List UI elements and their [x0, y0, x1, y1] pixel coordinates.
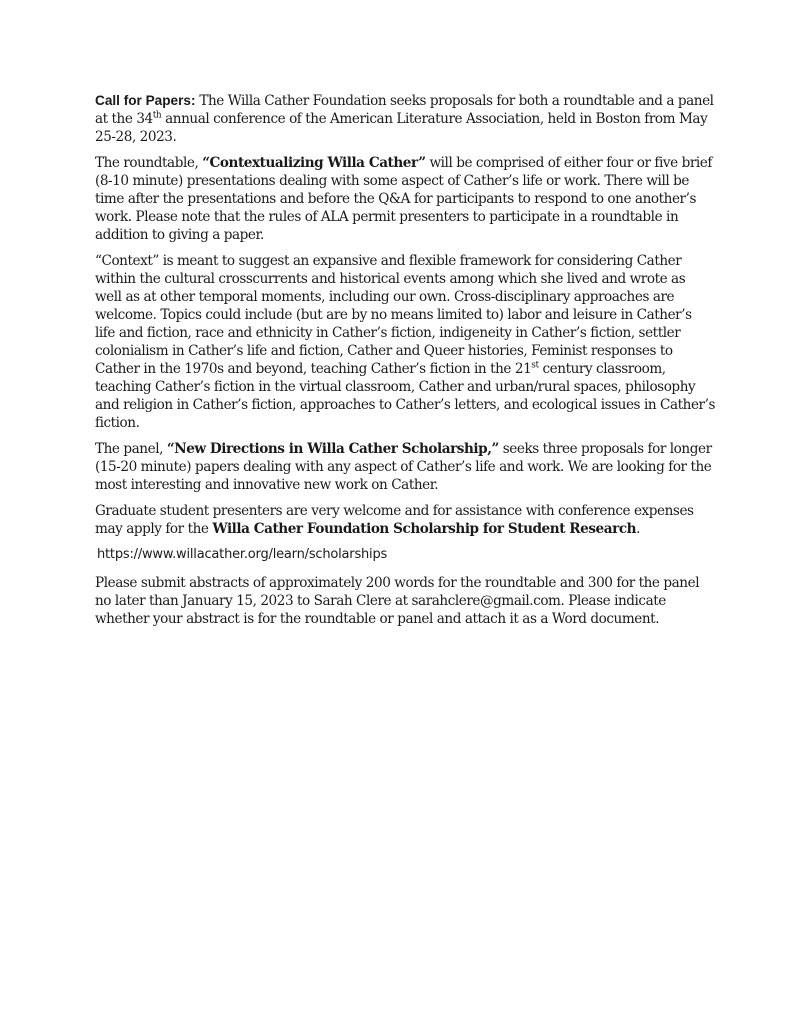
roundtable-title: “Contextualizing Willa Cather”: [202, 155, 426, 171]
ordinal-superscript: th: [152, 110, 162, 121]
panel-paragraph: [95, 440, 715, 494]
submission-paragraph: [95, 574, 715, 628]
paragraph-text: will be comprised of either four or five brief (8-10 minute) presentations dealing with some aspect of Cather’s life or work. There will be time after the presentations and before the Q&A for participants to respond to one another’s work. Please note that the rules of ALA permit presenters to participate in a roundtable in addition to giving a paper.: [95, 155, 712, 243]
paragraph-text: The roundtable,: [95, 155, 203, 171]
panel-title: “New Directions in Willa Cather Scholarship,”: [166, 441, 499, 457]
paragraph-text: “Context” is meant to suggest an expansive and flexible framework for considering Cather within the cultural crosscurrents and historical events among which she lived and wrote as well as at other temporal moments, including our own. Cross-disciplinary approaches are welcome. Topics could include (but are by no means limited to) labor and leisure in Cather’s life and fiction, race and ethnicity in Cather’s fiction, indigeneity in Cather’s fiction, settler colonialism in Cather’s life and fiction, Cather and Queer histories, Feminist responses to Cather in the 1970s and beyond, teaching Cather’s fiction in the 21: [95, 253, 692, 377]
paragraph-text: The panel,: [95, 441, 167, 457]
paragraph-text: .: [636, 521, 640, 537]
paragraph-text: seeks three proposals for longer (15-20 minute) papers dealing with any aspect of Cather’s life and work. We are looking for the most interesting and innovative new work on Cather.: [95, 441, 712, 493]
paragraph-text: annual conference of the American Literature Association, held in Boston from May 25-28, 2023.: [95, 111, 708, 145]
context-paragraph: [95, 252, 715, 432]
paragraph-text: The Willa Cather Foundation seeks proposals for both a roundtable and a panel at the 34: [95, 93, 714, 127]
scholarship-name: Willa Cather Foundation Scholarship for Student Research: [212, 521, 637, 537]
call-for-papers-paragraph: [95, 92, 715, 146]
scholarships-link[interactable]: https://www.willacather.org/learn/scholarships: [97, 547, 388, 562]
ordinal-superscript: st: [531, 360, 539, 371]
call-for-papers-lead: Call for Papers:: [95, 93, 196, 108]
roundtable-paragraph: [95, 154, 715, 244]
document-body: [95, 92, 715, 636]
paragraph-text: Graduate student presenters are very welcome and for assistance with conference expenses may apply for the: [95, 503, 694, 537]
graduate-paragraph: [95, 502, 715, 538]
paragraph-text: Please submit abstracts of approximately 200 words for the roundtable and 300 for the panel no later than January 15, 2023 to Sarah Clere at sarahclere@gmail.com. Please indicate whether your abstract is for the roundtable or panel and attach it as a Word document.: [95, 575, 700, 627]
paragraph-text: century classroom, teaching Cather’s fiction in the virtual classroom, Cather and urban/rural spaces, philosophy and religion in Cather’s fiction, approaches to Cather’s letters, and ecological issues in Cather’s fiction.: [95, 361, 715, 431]
